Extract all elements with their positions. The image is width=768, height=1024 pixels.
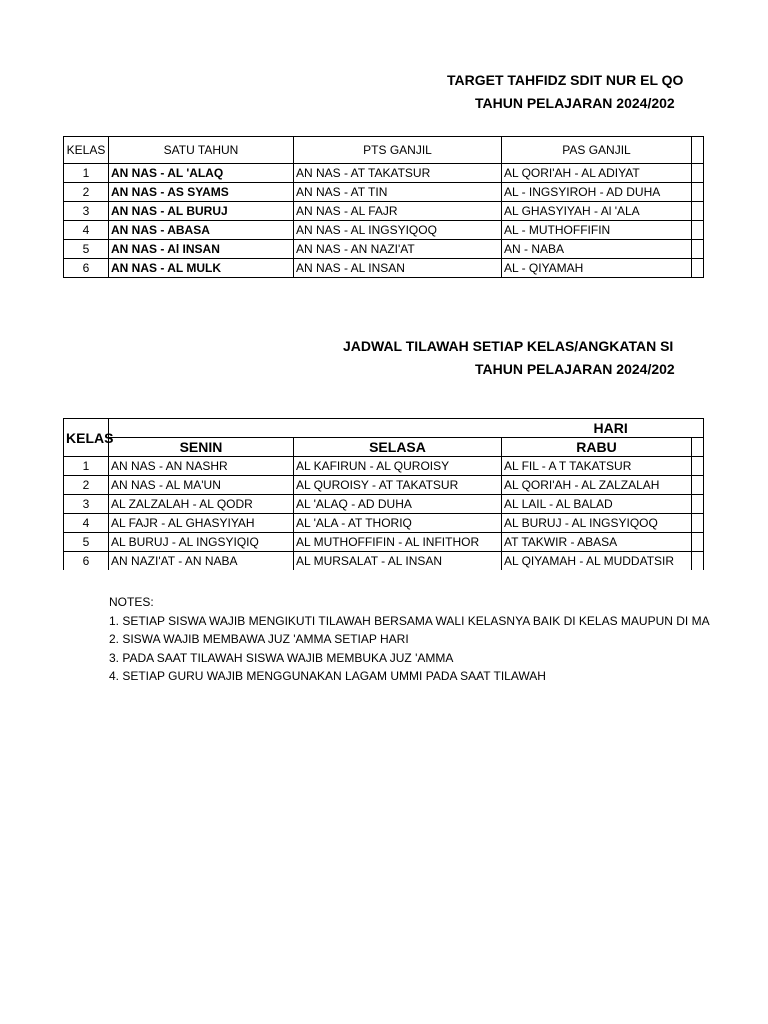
satu-tahun-cell: AN NAS - Al INSAN [109,240,294,259]
rabu-cell: AL BURUJ - AL INGSYIQOQ [502,514,692,533]
target-table [63,136,704,278]
hari-spacer [294,419,502,438]
kelas-cell: 5 [64,533,109,552]
table-row [64,164,704,183]
pts-cell: AN NAS - AL INGSYIQOQ [294,221,502,240]
overflow-cell [692,202,704,221]
kelas-cell: 1 [64,164,109,183]
senin-cell: AN NAZI'AT - AN NABA [109,552,294,571]
table-row [64,259,704,278]
kelas-cell: 2 [64,183,109,202]
jadwal-header-row [64,419,704,438]
satu-tahun-cell: AN NAS - AL BURUJ [109,202,294,221]
selasa-cell: AL MUTHOFFIFIN - AL INFITHOR [294,533,502,552]
senin-cell: AL ZALZALAH - AL QODR [109,495,294,514]
header-pas-ganjil: PAS GANJIL [502,137,692,164]
target-header-row [64,137,704,164]
header-rabu: RABU [502,438,692,457]
jadwal-year: TAHUN PELAJARAN 2024/202 [475,361,675,377]
pts-cell: AN NAS - AL INSAN [294,259,502,278]
kelas-cell: 4 [64,221,109,240]
rabu-cell: AT TAKWIR - ABASA [502,533,692,552]
table-row [64,533,704,552]
rabu-cell: AL FIL - A T TAKATSUR [502,457,692,476]
kelas-cell: 3 [64,202,109,221]
target-title: TARGET TAHFIDZ SDIT NUR EL QO [447,72,684,88]
overflow-cell [692,552,704,571]
kelas-cell: 5 [64,240,109,259]
selasa-cell: AL 'ALA - AT THORIQ [294,514,502,533]
pas-cell: AL - INGSYIROH - AD DUHA [502,183,692,202]
header-kelas: KELAS [64,137,109,164]
senin-cell: AN NAS - AN NASHR [109,457,294,476]
selasa-cell: AL MURSALAT - AL INSAN [294,552,502,571]
header-hari: HARI [502,419,704,438]
overflow-cell [692,476,704,495]
senin-cell: AL BURUJ - AL INGSYIQIQ [109,533,294,552]
jadwal-table [63,418,704,570]
pas-cell: AN - NABA [502,240,692,259]
header-pts-ganjil: PTS GANJIL [294,137,502,164]
days-header-row [64,438,704,457]
overflow-cell [692,495,704,514]
pts-cell: AN NAS - AT TAKATSUR [294,164,502,183]
target-year: TAHUN PELAJARAN 2024/202 [475,95,675,111]
pts-cell: AN NAS - AL FAJR [294,202,502,221]
pas-cell: AL - MUTHOFFIFIN [502,221,692,240]
rabu-cell: AL QORI'AH - AL ZALZALAH [502,476,692,495]
jadwal-title: JADWAL TILAWAH SETIAP KELAS/ANGKATAN SI [343,338,674,354]
header-senin: SENIN [109,438,294,457]
notes-heading: NOTES: [109,595,154,609]
kelas-cell: 2 [64,476,109,495]
kelas-cell: 3 [64,495,109,514]
senin-cell: AL FAJR - AL GHASYIYAH [109,514,294,533]
header-satu-tahun: SATU TAHUN [109,137,294,164]
kelas-cell: 1 [64,457,109,476]
kelas-cell: 4 [64,514,109,533]
overflow-cell [692,240,704,259]
hari-spacer [109,419,294,438]
satu-tahun-cell: AN NAS - AL MULK [109,259,294,278]
table-row [64,495,704,514]
table-row [64,457,704,476]
overflow-cell [692,533,704,552]
note-item: 4. SETIAP GURU WAJIB MENGGUNAKAN LAGAM UMMI PADA SAAT TILAWAH [109,669,546,683]
pts-cell: AN NAS - AT TIN [294,183,502,202]
header-selasa: SELASA [294,438,502,457]
overflow-cell [692,259,704,278]
notes-block [109,593,710,686]
satu-tahun-cell: AN NAS - AL 'ALAQ [109,164,294,183]
header-overflow [692,137,704,164]
overflow-cell [692,457,704,476]
note-item: 3. PADA SAAT TILAWAH SISWA WAJIB MEMBUKA JUZ 'AMMA [109,650,454,665]
pas-cell: AL QORI'AH - AL ADIYAT [502,164,692,183]
header-kelas: KELAS [64,419,109,457]
kelas-cell: 6 [64,259,109,278]
table-row [64,476,704,495]
overflow-cell [692,221,704,240]
note-item: 1. SETIAP SISWA WAJIB MENGIKUTI TILAWAH BERSAMA WALI KELASNYA BAIK DI KELAS MAUPUN DI MA [109,613,710,628]
pas-cell: AL - QIYAMAH [502,259,692,278]
selasa-cell: AL KAFIRUN - AL QUROISY [294,457,502,476]
overflow-cell [692,514,704,533]
pas-cell: AL GHASYIYAH - Al 'ALA [502,202,692,221]
satu-tahun-cell: AN NAS - ABASA [109,221,294,240]
satu-tahun-cell: AN NAS - AS SYAMS [109,183,294,202]
table-row [64,240,704,259]
kelas-cell: 6 [64,552,109,571]
pts-cell: AN NAS - AN NAZI'AT [294,240,502,259]
selasa-cell: AL QUROISY - AT TAKATSUR [294,476,502,495]
table-row [64,202,704,221]
selasa-cell: AL 'ALAQ - AD DUHA [294,495,502,514]
table-row [64,514,704,533]
header-overflow [692,438,704,457]
note-item: 2. SISWA WAJIB MEMBAWA JUZ 'AMMA SETIAP HARI [109,632,409,646]
overflow-cell [692,183,704,202]
overflow-cell [692,164,704,183]
rabu-cell: AL LAIL - AL BALAD [502,495,692,514]
table-row [64,183,704,202]
table-row [64,552,704,571]
rabu-cell: AL QIYAMAH - AL MUDDATSIR [502,552,692,571]
senin-cell: AN NAS - AL MA'UN [109,476,294,495]
table-row [64,221,704,240]
